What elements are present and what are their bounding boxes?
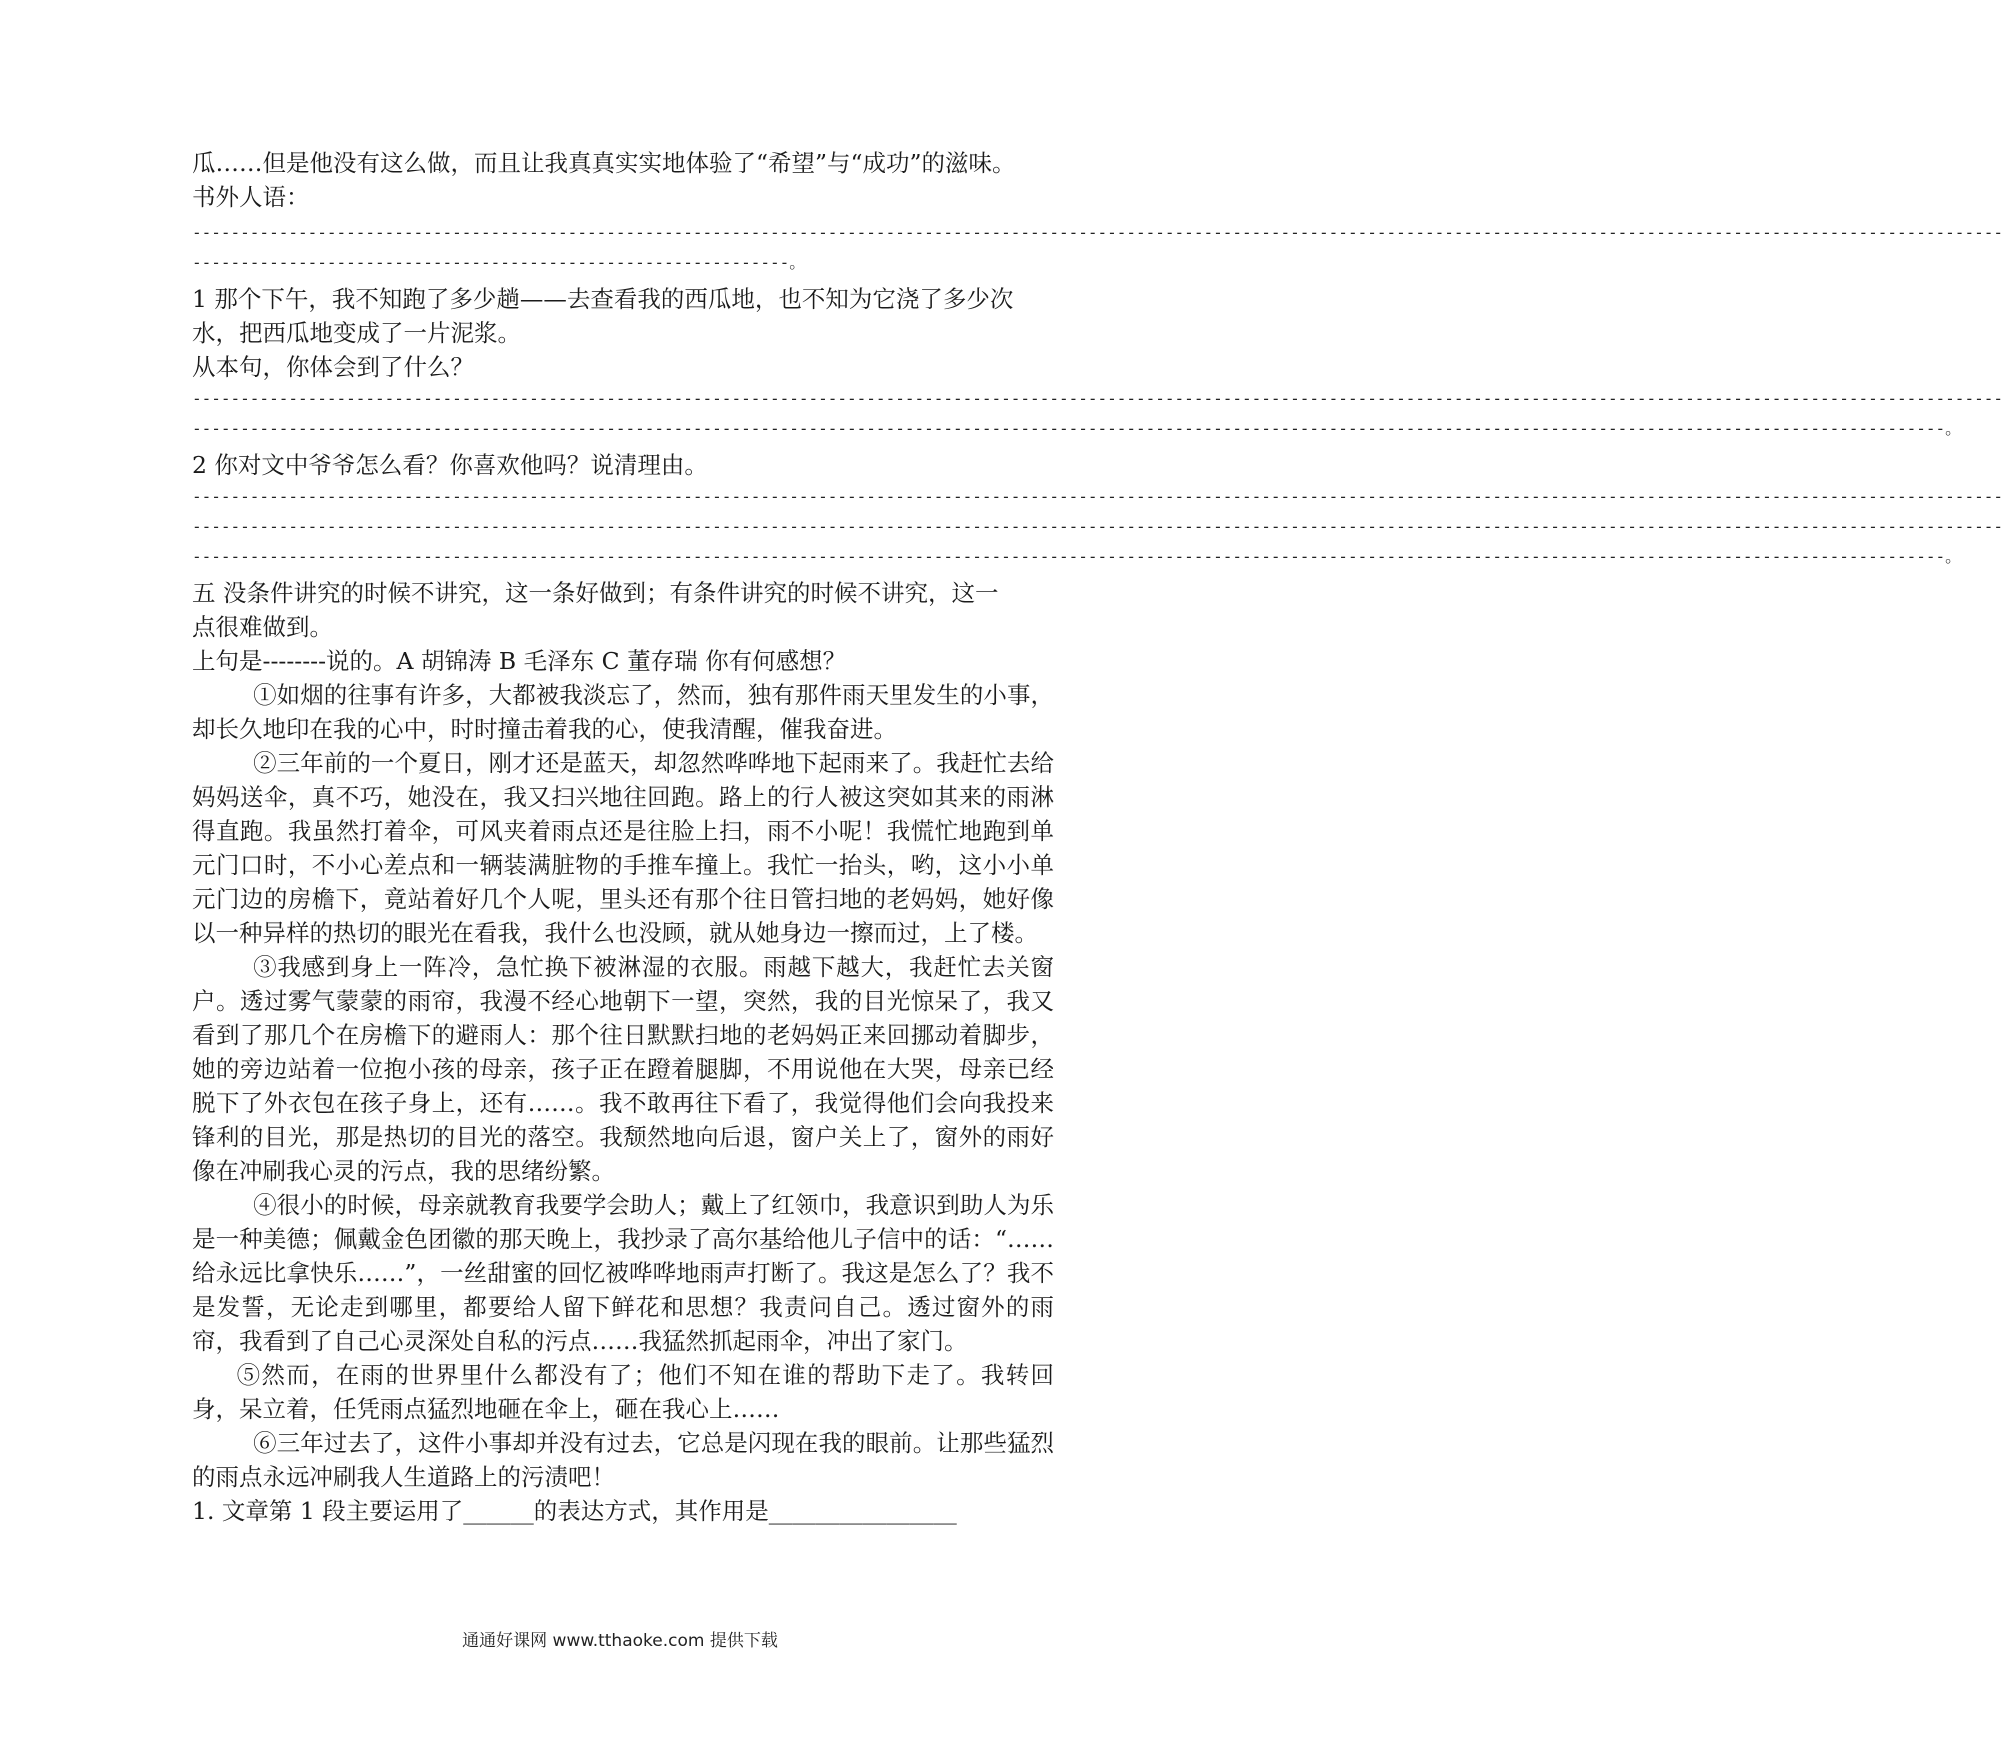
passage-paragraph-2: ②三年前的一个夏日，刚才还是蓝天，却忽然哗哗地下起雨来了。我赶忙去给妈妈送伞，真不巧，她没在，我又扫兴地往回跑。路上的行人被这突如其来的雨淋得直跑。我虽然打着伞，可风夹着雨点还是往脸上扫，雨不小呢！我慌忙地跑到单元门口时，不小心差点和一辆装满脏物的手推车撞上。我忙一抬头，哟，这小小单元门边的房檐下，竟站着好几个人呢，里头还有那个往日管扫地的老妈妈，她好像以一种异样的热切的眼光在看我，我什么也没顾，就从她身边一擦而过，上了楼。 — [192, 749, 1054, 947]
passage-paragraph-6: ⑥三年过去了，这件小事却并没有过去，它总是闪现在我的眼前。让那些猛烈的雨点永远冲刷我人生道路上的污渍吧！ — [192, 1429, 1054, 1491]
page-footer: 通通好课网 www.tthaoke.com 提供下载 — [462, 1631, 778, 1651]
passage-paragraph-5: ⑤然而，在雨的世界里什么都没有了；他们不知在谁的帮助下走了。我转回身，呆立着，任凭雨点猛烈地砸在伞上，砸在我心上…… — [192, 1361, 1054, 1423]
answer-line: -------------------------------------------------------------------------------------------------------------------------------------------------------------------------------------------- — [192, 517, 2003, 536]
question-1-line-2: 水，把西瓜地变成了一片泥浆。 — [192, 319, 521, 347]
answer-line-end: --------------------------------------------------------------。 — [192, 253, 806, 272]
passage-paragraph-3: ③我感到身上一阵冷，急忙换下被淋湿的衣服。雨越下越大，我赶忙去关窗户。透过雾气蒙蒙的雨帘，我漫不经心地朝下一望，突然，我的目光惊呆了，我又看到了那几个在房檐下的避雨人：那个往日默默扫地的老妈妈正来回挪动着脚步，她的旁边站着一位抱小孩的母亲，孩子正在蹬着腿脚，不用说他在大哭，母亲已经脱下了外衣包在孩子身上，还有……。我不敢再往下看了，我觉得他们会向我投来锋利的目光，那是热切的目光的落空。我颓然地向后退，窗户关上了，窗外的雨好像在冲刷我心灵的污点，我的思绪纷繁。 — [192, 953, 1054, 1185]
question-1-prompt: 从本句，你体会到了什么？ — [192, 353, 474, 381]
document-page — [192, 146, 2003, 1528]
final-question: 1. 文章第 1 段主要运用了______的表达方式，其作用是________________ — [192, 1497, 957, 1525]
passage-paragraph-4: ④很小的时候，母亲就教育我要学会助人；戴上了红领巾，我意识到助人为乐是一种美德；佩戴金色团徽的那天晚上，我抄录了高尔基给他儿子信中的话：“……给永远比拿快乐……”，一丝甜蜜的回忆被哗哗地雨声打断了。我这是怎么了？我不是发誓，无论走到哪里，都要给人留下鲜花和思想？我责问自己。透过窗外的雨帘，我看到了自己心灵深处自私的污点……我猛然抓起雨伞，冲出了家门。 — [192, 1191, 1054, 1355]
answer-line-end: --------------------------------------------------------------------------------------------------------------------------------------------------------------------------------------。 — [192, 419, 1962, 438]
passage-paragraph-1: ①如烟的往事有许多，大都被我淡忘了，然而，独有那件雨天里发生的小事，却长久地印在我的心中，时时撞击着我的心，使我清醒，催我奋进。 — [192, 681, 1054, 743]
answer-line-end: --------------------------------------------------------------------------------------------------------------------------------------------------------------------------------------。 — [192, 547, 1962, 566]
question-2: 2 你对文中爷爷怎么看？你喜欢他吗？说清理由。 — [192, 451, 708, 479]
header-line-2: 书外人语： — [192, 183, 310, 211]
section-5-line-2: 点很难做到。 — [192, 613, 333, 641]
section-5-line-3: 上句是--------说的。A 胡锦涛 B 毛泽东 C 董存瑞 你有何感想？ — [192, 647, 847, 675]
answer-line: -------------------------------------------------------------------------------------------------------------------------------------------------------------------------------------------- — [192, 223, 2003, 242]
header-line-1: 瓜……但是他没有这么做，而且让我真真实实地体验了“希望”与“成功”的滋味。 — [192, 149, 1016, 177]
answer-line: -------------------------------------------------------------------------------------------------------------------------------------------------------------------------------------------- — [192, 487, 2003, 506]
answer-line: -------------------------------------------------------------------------------------------------------------------------------------------------------------------------------------------- — [192, 389, 2003, 408]
section-5-line-1: 五 没条件讲究的时候不讲究，这一条好做到；有条件讲究的时候不讲究，这一 — [192, 579, 999, 607]
question-1-line-1: 1 那个下午，我不知跑了多少趟——去查看我的西瓜地，也不知为它浇了多少次 — [192, 285, 1014, 313]
